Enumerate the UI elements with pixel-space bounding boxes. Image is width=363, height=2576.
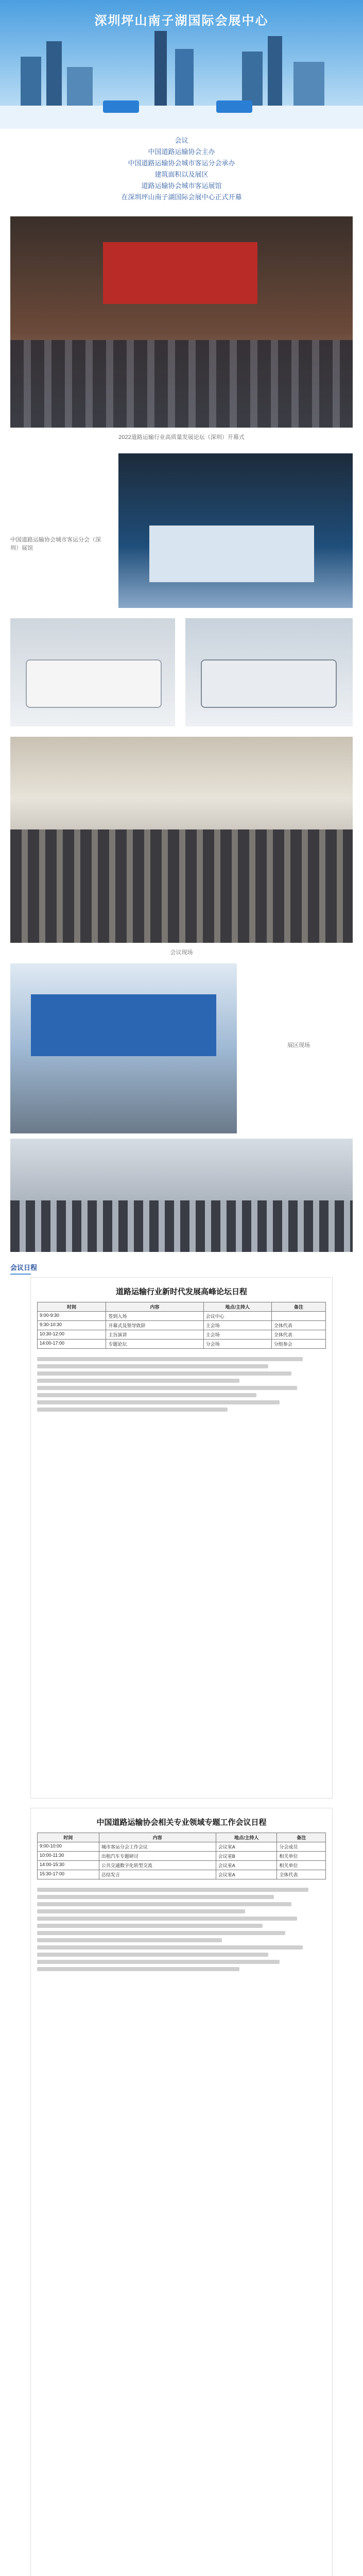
agenda-2-header: 地点/主持人 bbox=[216, 1833, 277, 1842]
photo-bus-2 bbox=[185, 618, 353, 726]
agenda-document-1 bbox=[31, 1278, 332, 1798]
table-row: 10:30-12:00 主旨演讲 主会场 全体代表 bbox=[38, 1330, 326, 1340]
intro-line: 在深圳坪山南子湖国际会展中心正式开幕 bbox=[121, 193, 242, 201]
photo-conference-crowd bbox=[10, 737, 353, 943]
agenda-2-detail-lines bbox=[37, 1888, 326, 1971]
agenda-1-table bbox=[37, 1302, 326, 1349]
intro-line: 建筑面积以及展区 bbox=[154, 171, 209, 178]
intro-line: 中国道路运输协会城市客运分会承办 bbox=[128, 159, 235, 167]
intro-text bbox=[0, 135, 363, 203]
caption-conference-crowd: 会议现场 bbox=[170, 950, 193, 956]
table-row: 9:00-10:00 城市客运分会工作会议 会议室A 分会成员 bbox=[38, 1842, 326, 1852]
table-row: 9:00-9:30 签到入场 会议中心 bbox=[38, 1312, 326, 1321]
caption-forum-stage: 2022道路运输行业高质量发展论坛（深圳）开幕式 bbox=[118, 434, 245, 440]
agenda-1-header: 地点/主持人 bbox=[203, 1302, 271, 1312]
agenda-1-detail-lines bbox=[37, 1357, 326, 1412]
agenda-2-title: 中国道路运输协会相关专业领域专题工作会议日程 bbox=[96, 1819, 267, 1827]
photo-exhibition-hall bbox=[118, 453, 353, 608]
section-label-agenda: 会议日程 bbox=[10, 1262, 37, 1275]
photo-exhibition-crowd bbox=[10, 1139, 353, 1252]
table-row: 10:00-11:30 出租汽车专题研讨 会议室B 相关单位 bbox=[38, 1852, 326, 1861]
agenda-2-header: 内容 bbox=[99, 1833, 216, 1842]
photo-exhibition-outdoor bbox=[10, 963, 237, 1133]
caption-exhibition-outdoor: 展区现场 bbox=[287, 1042, 310, 1048]
photo-bus-1 bbox=[10, 618, 175, 726]
agenda-1-header: 时间 bbox=[38, 1302, 106, 1312]
agenda-1-header: 内容 bbox=[106, 1302, 203, 1312]
agenda-2-header: 备注 bbox=[277, 1833, 326, 1842]
agenda-2-header: 时间 bbox=[38, 1833, 99, 1842]
photo-forum-stage bbox=[10, 216, 353, 428]
banner-title: 深圳坪山南子湖国际会展中心 bbox=[94, 14, 269, 28]
caption-exhibition-side: 中国道路运输协会城市客运分会（深圳）展馆 bbox=[10, 537, 101, 551]
agenda-document-2 bbox=[31, 1808, 332, 2576]
banner bbox=[0, 0, 363, 129]
intro-line: 道路运输协会城市客运展馆 bbox=[141, 182, 222, 190]
agenda-1-title: 道路运输行业新时代发展高峰论坛日程 bbox=[115, 1288, 247, 1296]
intro-line: 会议 bbox=[175, 137, 188, 144]
table-row: 9:30-10:30 开幕式及领导致辞 主会场 全体代表 bbox=[38, 1321, 326, 1330]
table-row: 14:00-15:30 公共交通数字化转型交流 会议室A 相关单位 bbox=[38, 1861, 326, 1870]
intro-line: 中国道路运输协会主办 bbox=[148, 148, 215, 156]
table-row: 14:00-17:00 专题论坛 分会场 分组参会 bbox=[38, 1340, 326, 1349]
agenda-1-header: 备注 bbox=[271, 1302, 325, 1312]
agenda-2-table bbox=[37, 1833, 326, 1879]
table-row: 15:30-17:00 总结发言 会议室A 全体代表 bbox=[38, 1870, 326, 1879]
